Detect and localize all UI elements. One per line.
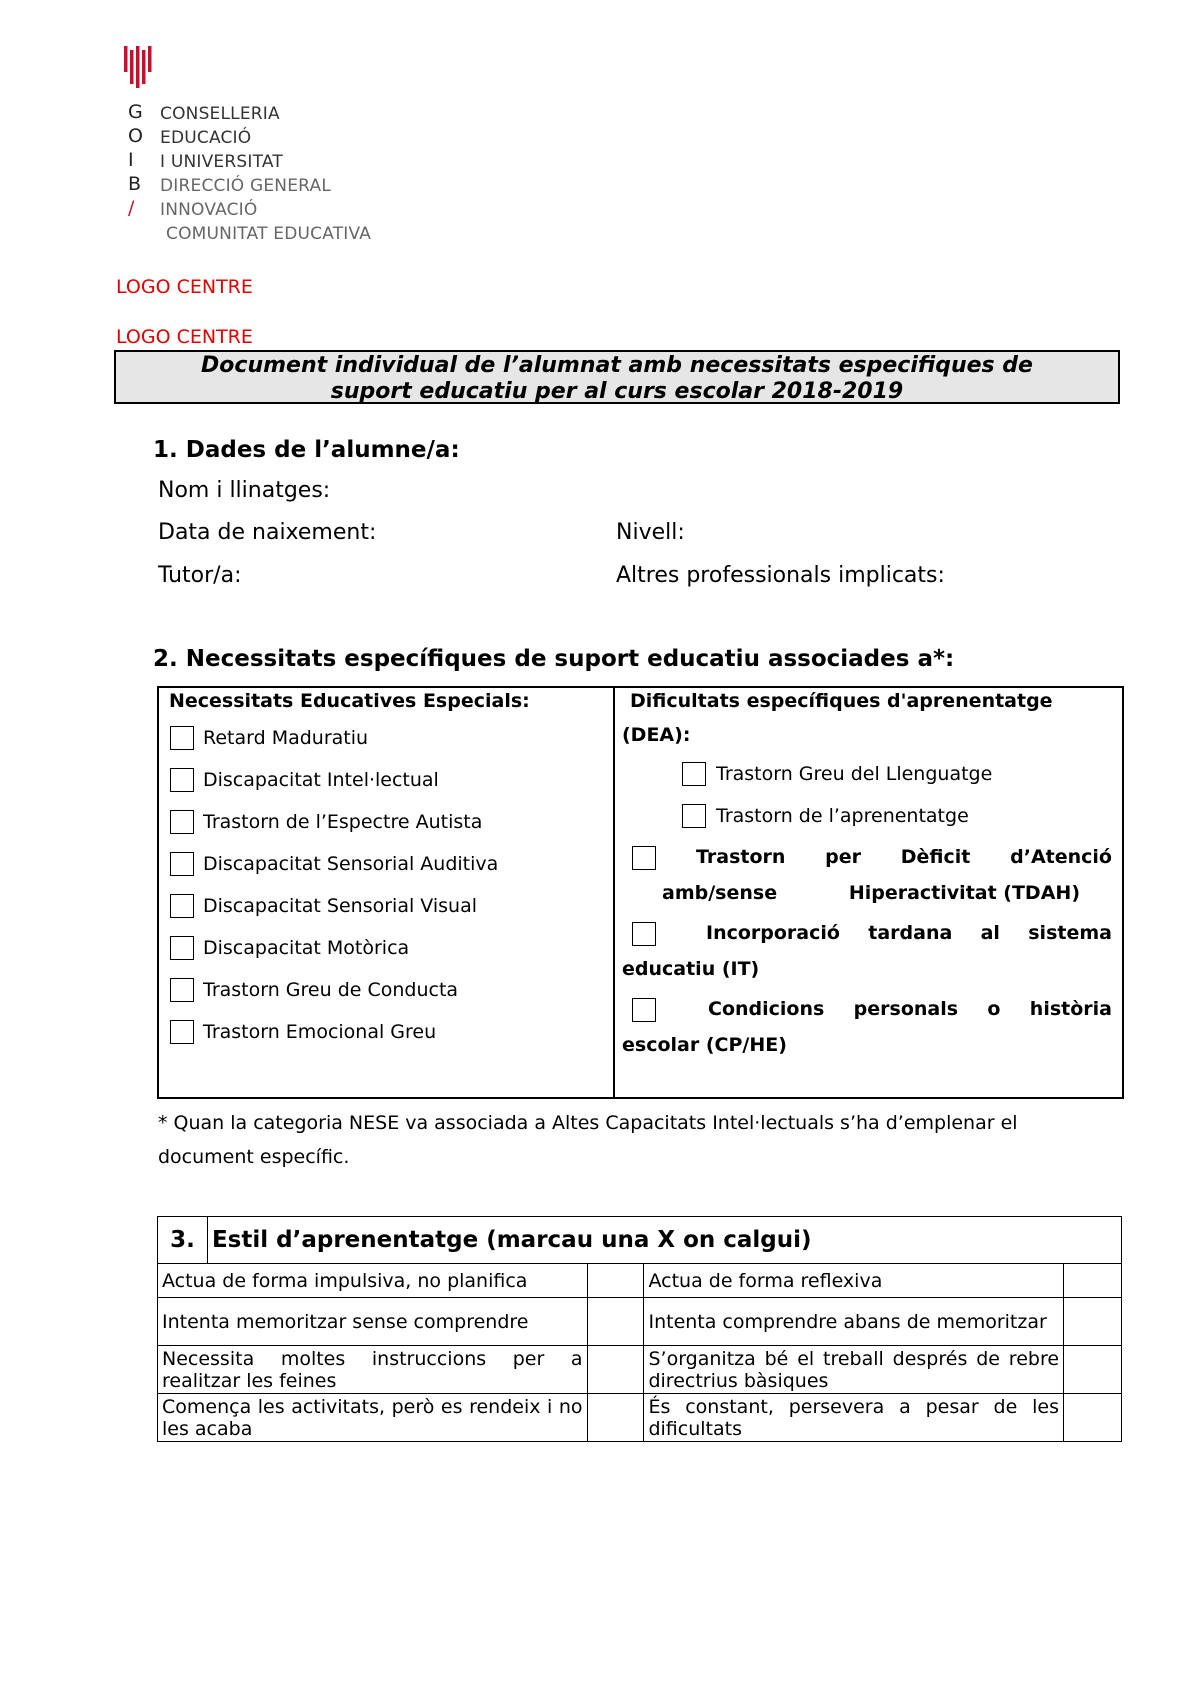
checkbox-label: Discapacitat Motòrica [203,937,410,959]
word: Hiperactivitat (TDAH) [848,882,1080,904]
checkbox-label: Trastorn Emocional Greu [203,1021,437,1043]
nee-heading: Necessitats Educatives Especials: [169,690,530,712]
section-1-heading: 1. Dades de l’alumne/a: [153,437,460,463]
table-row [158,1264,1122,1298]
checkbox-label: Trastorn de l’aprenentatge [716,805,969,827]
word: sistema [1028,922,1112,944]
title-line: Document individual de l’alumnat amb necessitats especifiques de [201,353,1033,378]
mark-cell-right[interactable] [1064,1264,1122,1298]
logo-line: I UNIVERSITAT [160,152,283,172]
learning-style-table [157,1216,1122,1442]
dea-heading: Dificultats específiques d'aprenentatge [630,690,1053,712]
mark-cell-left[interactable] [587,1346,644,1394]
logo-institution-text [160,102,371,246]
word: per [825,846,862,868]
document-title [114,350,1120,404]
checkbox-label: Discapacitat Sensorial Auditiva [203,853,499,875]
table-row [158,1346,1122,1394]
section-2-heading: 2. Necessitats específiques de suport educatiu associades a*: [153,646,955,672]
checkbox-espectre-autista[interactable] [170,810,194,834]
field-tutor: Tutor/a: [158,563,242,588]
field-nivell: Nivell: [616,520,685,545]
logo-line: DIRECCIÓ GENERAL [160,176,331,196]
tdah-label [696,846,1112,868]
section-3-heading: Estil d’aprenentatge (marcau una X on calgui) [207,1217,1121,1264]
field-data-naixement: Data de naixement: [158,520,377,545]
checkbox-greu-conducta[interactable] [170,978,194,1002]
logo-line: CONSELLERIA [160,104,280,124]
checkbox-sensorial-auditiva[interactable] [170,852,194,876]
checkbox-sensorial-visual[interactable] [170,894,194,918]
footnote: document específic. [158,1146,350,1168]
checkbox-label: Trastorn de l’Espectre Autista [203,811,483,833]
it-label [706,922,1112,944]
word: Incorporació [706,922,840,944]
mark-cell-right[interactable] [1064,1346,1122,1394]
checkbox-discapacitat-intellectual[interactable] [170,768,194,792]
word: o [987,998,1001,1020]
field-altres-professionals: Altres professionals implicats: [616,563,945,588]
cp-label [708,998,1112,1020]
tdah-label-line2 [662,882,1080,904]
field-nom-llinatges: Nom i llinatges: [158,478,331,503]
table-row [158,1394,1122,1442]
word: al [980,922,1000,944]
mark-cell-right[interactable] [1064,1394,1122,1442]
left-trait: Actua de forma impulsiva, no planifica [158,1264,588,1298]
logo-line: INNOVACIÓ [160,200,258,220]
logo-slash: / [128,197,135,219]
checkbox-emocional-greu[interactable] [170,1020,194,1044]
checkbox-label: Trastorn Greu de Conducta [203,979,459,1001]
checkbox-condicions-personals[interactable] [632,998,656,1022]
checkbox-label: Retard Maduratiu [203,727,369,749]
cp-label-line2: escolar (CP/HE) [622,1034,787,1056]
mark-cell-left[interactable] [587,1298,644,1346]
word: personals [853,998,959,1020]
right-trait: S’organitza bé el treball després de rebre directrius bàsiques [644,1346,1064,1394]
left-trait: Intenta memoritzar sense comprendre [158,1298,588,1346]
logo-letters [128,100,143,220]
right-trait: Actua de forma reflexiva [644,1264,1064,1298]
logo-centre-placeholder: LOGO CENTRE [116,326,253,348]
table-header-row [158,1217,1122,1264]
table-divider [613,686,615,1099]
mark-cell-left[interactable] [587,1264,644,1298]
word: Condicions [708,998,825,1020]
footnote: * Quan la categoria NESE va associada a Altes Capacitats Intel·lectuals s’ha d’emplenar el [158,1112,1018,1134]
title-line: suport educatiu per al curs escolar 2018-2019 [330,379,904,404]
checkbox-aprenentatge[interactable] [682,804,706,828]
checkbox-label: Discapacitat Sensorial Visual [203,895,477,917]
logo-line: COMUNITAT EDUCATIVA [166,224,372,244]
mark-cell-right[interactable] [1064,1298,1122,1346]
word: tardana [868,922,953,944]
logo-line: EDUCACIÓ [160,128,252,148]
section-3-number: 3. [158,1217,208,1264]
right-trait: Intenta comprendre abans de memoritzar [644,1298,1064,1346]
left-trait: Necessita moltes instruccions per a realitzar les feines [158,1346,588,1394]
checkbox-label: Trastorn Greu del Llenguatge [716,763,993,785]
word: història [1029,998,1112,1020]
word: d’Atenció [1010,846,1112,868]
word: Dèficit [900,846,971,868]
govern-illes-balears-logo-icon [122,46,152,88]
checkbox-incorporacio-tardana[interactable] [632,922,656,946]
logo-letter: B [128,173,142,195]
it-label-line2: educatiu (IT) [622,958,760,980]
dea-heading: (DEA): [622,724,691,746]
logo-letter: I [128,149,134,171]
word: Trastorn [696,846,786,868]
left-trait: Comença les activitats, però es rendeix i no les acaba [158,1394,588,1442]
checkbox-motorica[interactable] [170,936,194,960]
checkbox-tdah[interactable] [632,846,656,870]
checkbox-greu-llenguatge[interactable] [682,762,706,786]
mark-cell-left[interactable] [587,1394,644,1442]
table-row [158,1298,1122,1346]
word: amb/sense [662,882,778,904]
right-trait: És constant, persevera a pesar de les dificultats [644,1394,1064,1442]
checkbox-retard-maduratiu[interactable] [170,726,194,750]
logo-letter: O [128,125,143,147]
logo-centre-placeholder: LOGO CENTRE [116,276,253,298]
checkbox-label: Discapacitat Intel·lectual [203,769,439,791]
logo-letter: G [128,101,143,123]
